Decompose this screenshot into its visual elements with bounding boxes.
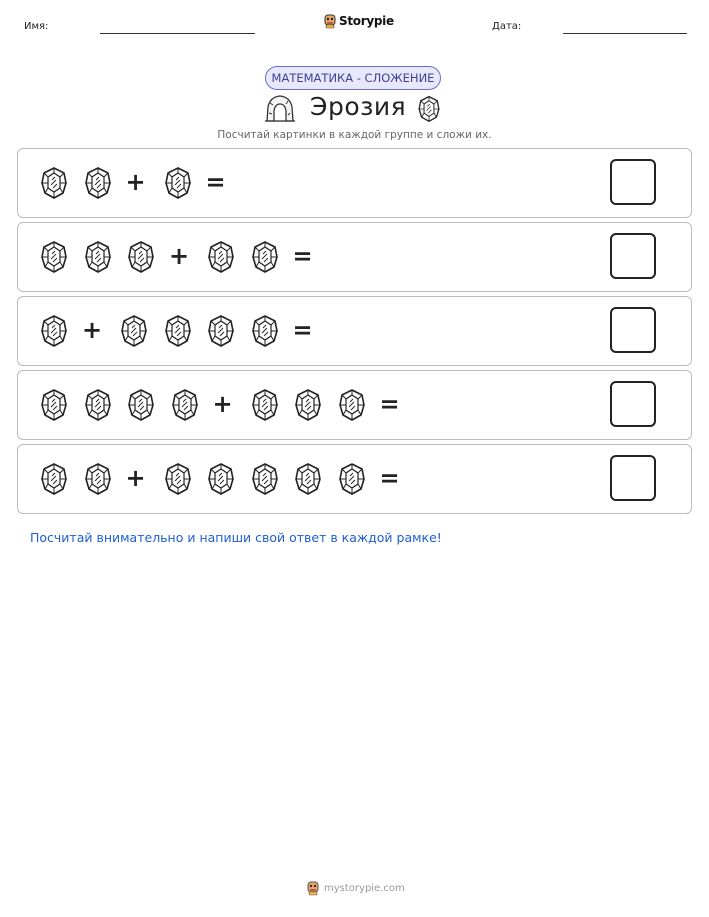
gem-icon (251, 314, 279, 348)
equals-sign: = (379, 390, 400, 418)
gem-icon (40, 388, 68, 422)
plus-sign: + (125, 168, 146, 196)
brand-logo (323, 13, 394, 29)
gem-icon (164, 462, 192, 496)
gem-icon (84, 462, 112, 496)
gem-icon (84, 166, 112, 200)
gem-icon (171, 388, 199, 422)
equals-sign: = (379, 464, 400, 492)
equals-sign: = (205, 168, 226, 196)
instruction-text: Посчитай картинки в каждой группе и сложи их. (217, 129, 492, 141)
gem-icon (84, 388, 112, 422)
site-footer (306, 880, 405, 896)
gem-icon (127, 388, 155, 422)
gem-icon (338, 462, 366, 496)
gem-icon (120, 314, 148, 348)
date-line[interactable] (563, 33, 687, 34)
mascot-icon (306, 880, 320, 896)
gem-icon (417, 95, 441, 123)
mascot-icon (323, 13, 337, 29)
plus-sign: + (82, 316, 103, 344)
gem-icon (84, 240, 112, 274)
plus-sign: + (169, 242, 190, 270)
plus-sign: + (125, 464, 146, 492)
gem-icon (40, 462, 68, 496)
answer-box[interactable] (610, 307, 656, 353)
name-label: Имя: (24, 21, 49, 32)
gem-icon (251, 388, 279, 422)
gem-icon (207, 314, 235, 348)
gem-icon (294, 388, 322, 422)
gem-icon (164, 314, 192, 348)
gem-icon (40, 314, 68, 348)
arch-rock-icon (264, 93, 296, 123)
problem-row (17, 444, 692, 514)
answer-box[interactable] (610, 381, 656, 427)
problem-row (17, 370, 692, 440)
gem-icon (338, 388, 366, 422)
site-url: mystorypie.com (324, 882, 405, 894)
problem-row (17, 148, 692, 218)
gem-icon (207, 240, 235, 274)
subject-badge: МАТЕМАТИКА - СЛОЖЕНИЕ (265, 66, 441, 90)
equals-sign: = (292, 242, 313, 270)
title-row (0, 92, 709, 126)
page-title: Эрозия (310, 92, 407, 121)
footer-note: Посчитай внимательно и напиши свой ответ в каждой рамке! (30, 530, 442, 545)
answer-box[interactable] (610, 159, 656, 205)
gem-icon (294, 462, 322, 496)
gem-icon (207, 462, 235, 496)
gem-icon (40, 166, 68, 200)
problem-row (17, 222, 692, 292)
gem-icon (127, 240, 155, 274)
brand-name: Storypie (339, 14, 394, 28)
gem-icon (40, 240, 68, 274)
date-label: Дата: (492, 21, 522, 32)
gem-icon (251, 240, 279, 274)
equals-sign: = (292, 316, 313, 344)
plus-sign: + (212, 390, 233, 418)
name-line[interactable] (100, 33, 255, 34)
answer-box[interactable] (610, 455, 656, 501)
worksheet-header (0, 0, 709, 50)
answer-box[interactable] (610, 233, 656, 279)
gem-icon (164, 166, 192, 200)
problem-row (17, 296, 692, 366)
gem-icon (251, 462, 279, 496)
